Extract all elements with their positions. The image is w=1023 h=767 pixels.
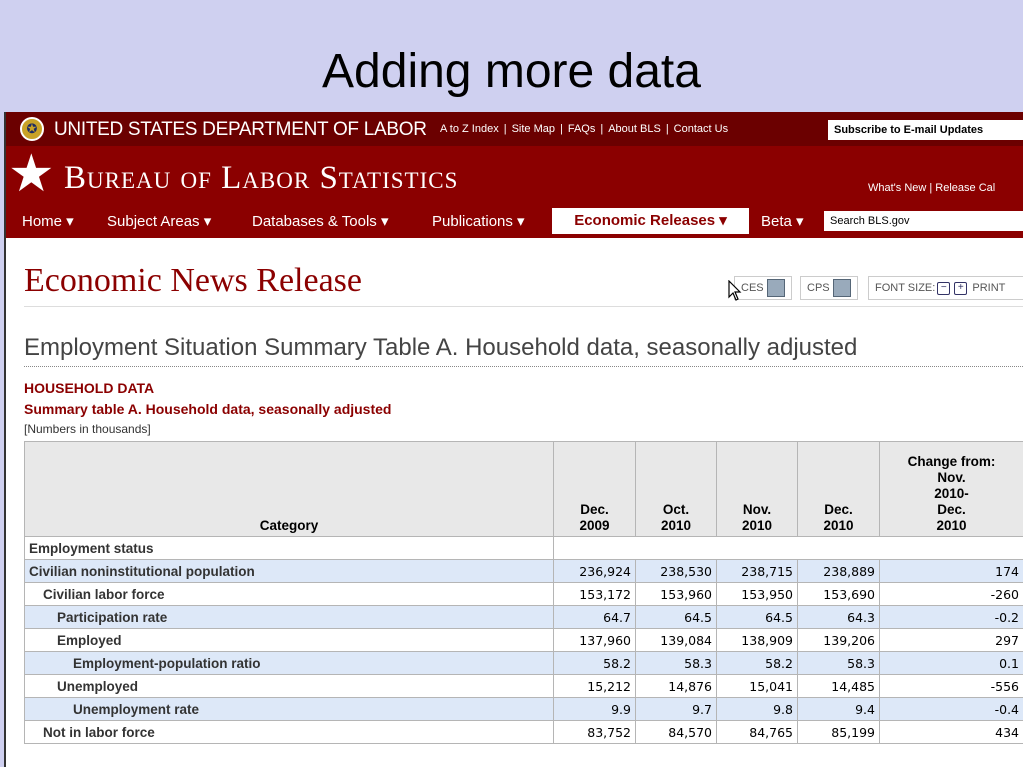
table-cell: 58.3 [636, 652, 717, 675]
table-cell: 14,485 [798, 675, 880, 698]
search-input[interactable]: Search BLS.gov [824, 211, 1023, 231]
table-cell: 9.9 [554, 698, 636, 721]
link-a-to-z[interactable]: A to Z Index [440, 123, 499, 135]
whats-new-links[interactable]: What's New | Release Cal [868, 182, 996, 194]
table-row [25, 698, 1023, 721]
units-note: [Numbers in thousands] [24, 422, 151, 436]
empty-cell [554, 537, 1023, 560]
table-title: Summary table A. Household data, seasonally adjusted [24, 401, 392, 417]
table-cell: -556 [880, 675, 1023, 698]
table-cell: -260 [880, 583, 1023, 606]
table-cell: 138,909 [717, 629, 798, 652]
table-row [25, 721, 1023, 744]
link-contact-us[interactable]: Contact Us [673, 123, 729, 135]
household-data-table [24, 441, 1023, 744]
font-size-label: FONT SIZE: [875, 282, 936, 294]
nav-publications[interactable]: Publications ▾ [432, 213, 525, 230]
table-cell: 153,690 [798, 583, 880, 606]
subtitle-divider [24, 366, 1023, 367]
heading-divider [24, 306, 1023, 307]
table-cell: 9.7 [636, 698, 717, 721]
col-header: Dec. 2009 [554, 442, 636, 537]
table-cell: 0.1 [880, 652, 1023, 675]
ces-label: CES [741, 282, 764, 294]
cps-label: CPS [807, 282, 830, 294]
table-cell: 139,084 [636, 629, 717, 652]
table-cell: 15,041 [717, 675, 798, 698]
table-row [25, 560, 1023, 583]
table-cell: 9.8 [717, 698, 798, 721]
table-cell: 64.5 [717, 606, 798, 629]
table-cell: 64.7 [554, 606, 636, 629]
document-icon [833, 279, 851, 297]
link-site-map[interactable]: Site Map [511, 123, 555, 135]
bls-banner [6, 146, 1023, 208]
table-cell: 153,960 [636, 583, 717, 606]
nav-databases-tools[interactable]: Databases & Tools ▾ [252, 213, 389, 230]
table-cell: 153,172 [554, 583, 636, 606]
subscribe-button[interactable]: Subscribe to E-mail Updates [828, 120, 1023, 140]
col-header: Nov. 2010 [717, 442, 798, 537]
table-cell: 14,876 [636, 675, 717, 698]
dol-seal-icon: ✪ [20, 117, 44, 141]
table-row [25, 675, 1023, 698]
row-label: Employment status [25, 537, 554, 560]
table-cell: 434 [880, 721, 1023, 744]
dol-top-bar [6, 112, 1023, 146]
link-about-bls[interactable]: About BLS [608, 123, 661, 135]
slide-title: Adding more data [322, 45, 701, 98]
table-row [25, 537, 1023, 560]
table-body [25, 537, 1023, 744]
table-cell: 85,199 [798, 721, 880, 744]
table-cell: 238,530 [636, 560, 717, 583]
bls-screenshot [4, 112, 1023, 767]
table-cell: 238,715 [717, 560, 798, 583]
table-cell: 236,924 [554, 560, 636, 583]
table-header-row [25, 442, 1023, 537]
table-cell: 64.5 [636, 606, 717, 629]
document-icon [767, 279, 785, 297]
release-subtitle: Employment Situation Summary Table A. Household data, seasonally adjusted [24, 334, 858, 361]
link-faqs[interactable]: FAQs [567, 123, 596, 135]
row-label: Employed [25, 629, 554, 652]
page-heading: Economic News Release [24, 262, 362, 299]
nav-subject-areas[interactable]: Subject Areas ▾ [107, 213, 212, 230]
table-cell: -0.2 [880, 606, 1023, 629]
table-cell: 15,212 [554, 675, 636, 698]
table-cell: 58.2 [554, 652, 636, 675]
table-row [25, 606, 1023, 629]
col-header-change: Change from: Nov. 2010- Dec. 2010 [880, 442, 1023, 537]
nav-home[interactable]: Home ▾ [22, 213, 74, 230]
table-row [25, 652, 1023, 675]
nav-beta[interactable]: Beta ▾ [761, 213, 804, 230]
table-cell: 84,570 [636, 721, 717, 744]
row-label: Civilian labor force [25, 583, 554, 606]
font-size-controls [868, 276, 1023, 300]
main-nav [6, 208, 1023, 234]
row-label: Employment-population ratio [25, 652, 554, 675]
nav-underline [6, 234, 1023, 238]
bls-logo-text[interactable]: Bureau of Labor Statistics [64, 160, 459, 196]
table-row [25, 583, 1023, 606]
bls-star-icon: ★ [8, 145, 55, 203]
table-cell: 139,206 [798, 629, 880, 652]
table-cell: 174 [880, 560, 1023, 583]
row-label: Not in labor force [25, 721, 554, 744]
table-cell: 297 [880, 629, 1023, 652]
table-cell: 83,752 [554, 721, 636, 744]
row-label: Unemployment rate [25, 698, 554, 721]
section-label: HOUSEHOLD DATA [24, 380, 155, 396]
col-header: Oct. 2010 [636, 442, 717, 537]
row-label: Civilian noninstitutional population [25, 560, 554, 583]
table-cell: 58.3 [798, 652, 880, 675]
table-cell: 9.4 [798, 698, 880, 721]
table-cell: 137,960 [554, 629, 636, 652]
row-label: Participation rate [25, 606, 554, 629]
ces-button[interactable] [734, 276, 792, 300]
col-header: Dec. 2010 [798, 442, 880, 537]
row-label: Unemployed [25, 675, 554, 698]
table-cell: 153,950 [717, 583, 798, 606]
mouse-pointer-icon [728, 280, 742, 302]
plus-icon[interactable]: + [954, 282, 967, 295]
minus-icon[interactable]: − [937, 282, 950, 295]
cps-button[interactable] [800, 276, 858, 300]
table-cell: 64.3 [798, 606, 880, 629]
nav-economic-releases[interactable]: Economic Releases ▾ [552, 208, 749, 234]
print-button[interactable]: PRINT [972, 282, 1006, 294]
table-row [25, 629, 1023, 652]
table-cell: -0.4 [880, 698, 1023, 721]
dol-name[interactable]: UNITED STATES DEPARTMENT OF LABOR [54, 119, 427, 140]
col-header-category: Category [25, 442, 554, 537]
table-cell: 84,765 [717, 721, 798, 744]
table-cell: 58.2 [717, 652, 798, 675]
table-cell: 238,889 [798, 560, 880, 583]
top-links: A to Z Index | Site Map | FAQs | About BLS | Contact Us [440, 123, 729, 135]
